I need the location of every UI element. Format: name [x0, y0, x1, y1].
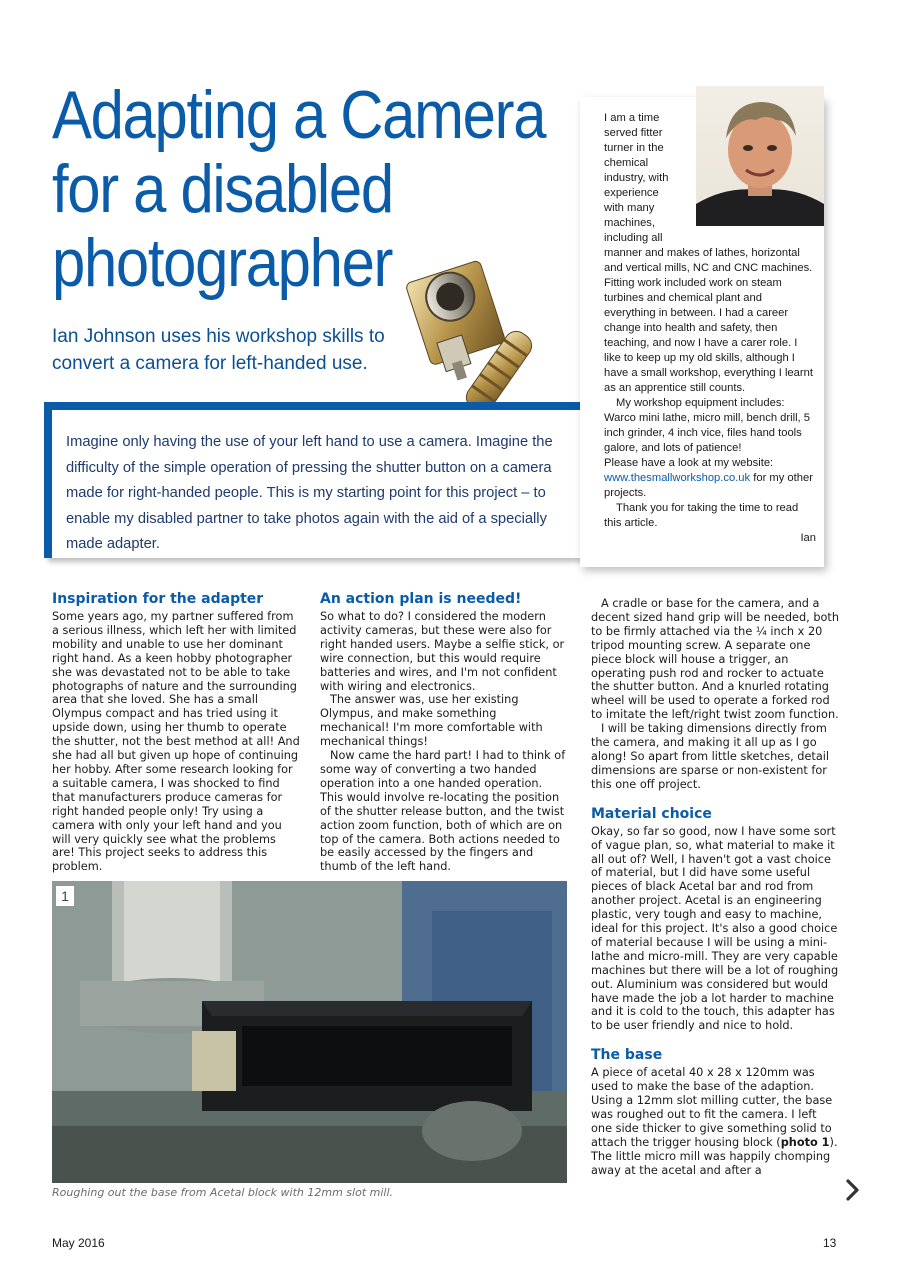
bio-line: turner in the [604, 142, 664, 154]
page-number: 13 [823, 1236, 837, 1250]
standfirst: Ian Johnson uses his workshop skills to convert a camera for left-handed use. [52, 326, 385, 374]
column-3 [591, 597, 839, 1178]
col2-paragraph-1: So what to do? I considered the modern activity cameras, but these were also for right handed users. Maybe a selfie stick, or wire connection, but this would require batteries and wires, and I'm not confident with wiring and electronics. [320, 610, 565, 693]
col3-paragraph-3: Okay, so far so good, now I have some sort of vague plan, so, what material to make it all out of? Well, I haven't got a vast choice of material, but I did have some useful pieces of black Acetal bar and rod from another project. Acetal is an engineering plastic, very tough and easy to machine, ideal for this project. It's also a good choice of material because I will be using a mini-lathe and micro-mill. They are very capable machines but there will be a lot of roughing out. Aluminium was considered but would have made the job a lot harder to machine and it is cold to the touch, this adapter has to be user friendly and nice to hold. [591, 824, 839, 1033]
milling-photo-image [52, 881, 567, 1183]
col3-p4-after: ). The little micro mill was happily chomping away at the acetal and after a [591, 1135, 838, 1177]
col3-p4-before: A piece of acetal 40 x 28 x 120mm was used to make the base of the adaption. Using a 12mm slot milling cutter, the base was roughed out to fit the camera. I left one side thicker to give something solid to attach the trigger housing block ( [591, 1066, 833, 1149]
photo-reference: photo 1 [780, 1135, 830, 1149]
column-2 [320, 591, 568, 874]
bio-text [604, 111, 816, 546]
col3-paragraph-1: A cradle or base for the camera, and a decent sized hand grip will be needed, both to be firmly attached via the ¼ inch x 20 tripod mounting screw. A separate one piece block will house a trigger, an operating push rod and rocker to actuate the shutter button. And a knurled rotating wheel will be used to operate a forked rod to imitate the left/right twist zoom function. [591, 597, 840, 722]
author-bio-box [580, 97, 824, 567]
intro-text: Imagine only having the use of your left hand to use a camera. Imagine the difficulty of the simple operation of pressing the shutter button on a camera made for right-handed people. This is my starting point for this project – to enable my disabled partner to take photos again with the aid of a specially made adapter. [66, 434, 553, 553]
col2-paragraph-2: The answer was, use her existing Olympus, and make something mechanical! I'm more comfortable with mechanical things! [320, 693, 543, 749]
heading-action-plan: An action plan is needed! [320, 591, 522, 607]
title-line-3: photographer [52, 225, 393, 301]
photo-number: 1 [56, 886, 74, 906]
intro-box [44, 402, 580, 558]
heading-the-base: The base [591, 1047, 663, 1064]
heading-inspiration: Inspiration for the adapter [52, 591, 264, 607]
bio-line: including all [604, 232, 663, 244]
bio-paragraph-3 [604, 456, 816, 501]
issue-date: May 2016 [52, 1236, 105, 1250]
bio-paragraph-4: Thank you for taking the time to read this article. [604, 502, 799, 529]
col2-paragraph-3: Now came the hard part! I had to think of some way of converting a two handed operation into a one handed operation. This would involve re-locating the position of the shutter release button, and the twist action zoom function, both of which are on top of the camera. Both actions needed to be easily accessed by the fingers and thumb of the left hand. [320, 749, 566, 874]
bio-line: machines, [604, 217, 655, 229]
bio-line: served fitter [604, 127, 663, 139]
chevron-right-icon[interactable] [844, 1178, 862, 1202]
bio-line: industry, with [604, 172, 669, 184]
bio-line: chemical [604, 157, 649, 169]
bio-line: I am a time [604, 112, 660, 124]
bio-website-intro: Please have a look at my website: [604, 457, 774, 469]
col3-paragraph-4 [591, 1066, 839, 1177]
photo-caption: Roughing out the base from Acetal block with 12mm slot mill. [52, 1186, 394, 1199]
bio-paragraph-1: manner and makes of lathes, horizontal and vertical mills, NC and CNC machines. Fitting work included work on steam turbines and chemical plant and everything in between. I had a career change into health and safety, then teaching, and now I have a carer role. I like to keep up my old skills, although I have a small workshop, everything I learnt as an apprentice still counts. [604, 247, 813, 394]
heading-material-choice: Material choice [591, 805, 712, 822]
website-link[interactable]: www.thesmallworkshop.co.uk [604, 472, 751, 484]
bio-narrow-block [604, 111, 696, 246]
title-line-2: for a disabled [52, 151, 393, 227]
bio-line: experience [604, 187, 659, 199]
bio-line: with many [604, 202, 655, 214]
author-signature: Ian [800, 532, 816, 544]
col3-paragraph-2: I will be taking dimensions directly from the camera, and making it all up as I go along! So apart from little sketches, detail dimensions are sparse or non-existent for this one off project. [591, 722, 830, 791]
title-line-1: Adapting a Camera [52, 77, 546, 153]
photo-1 [52, 881, 567, 1183]
col1-paragraph-1: Some years ago, my partner suffered from a serious illness, which left her with limited mobility and unable to use her dominant right hand. As a keen hobby photographer she was devastated not to be able to take photographs of nature and the surrounding area that she loved. She has a small Olympus compact and has tried using it upside down, using her thumb to operate the shutter, not the best method at all! And she had all but given up hope of continuing her hobby. After some research looking for a suitable camera, I was shocked to find that manufacturers produce cameras for right handed people only! Try using a camera with only your left hand and you will very quickly see what the problems are! This project seeks to address this problem. [52, 610, 300, 874]
bio-paragraph-2: My workshop equipment includes: Warco mini lathe, micro mill, bench drill, 5 inch grinder, 4 inch vice, files hand tools galore, and lots of patience! [604, 397, 810, 454]
bio-website-outro: for my other projects. [604, 472, 813, 499]
column-1 [52, 591, 300, 874]
